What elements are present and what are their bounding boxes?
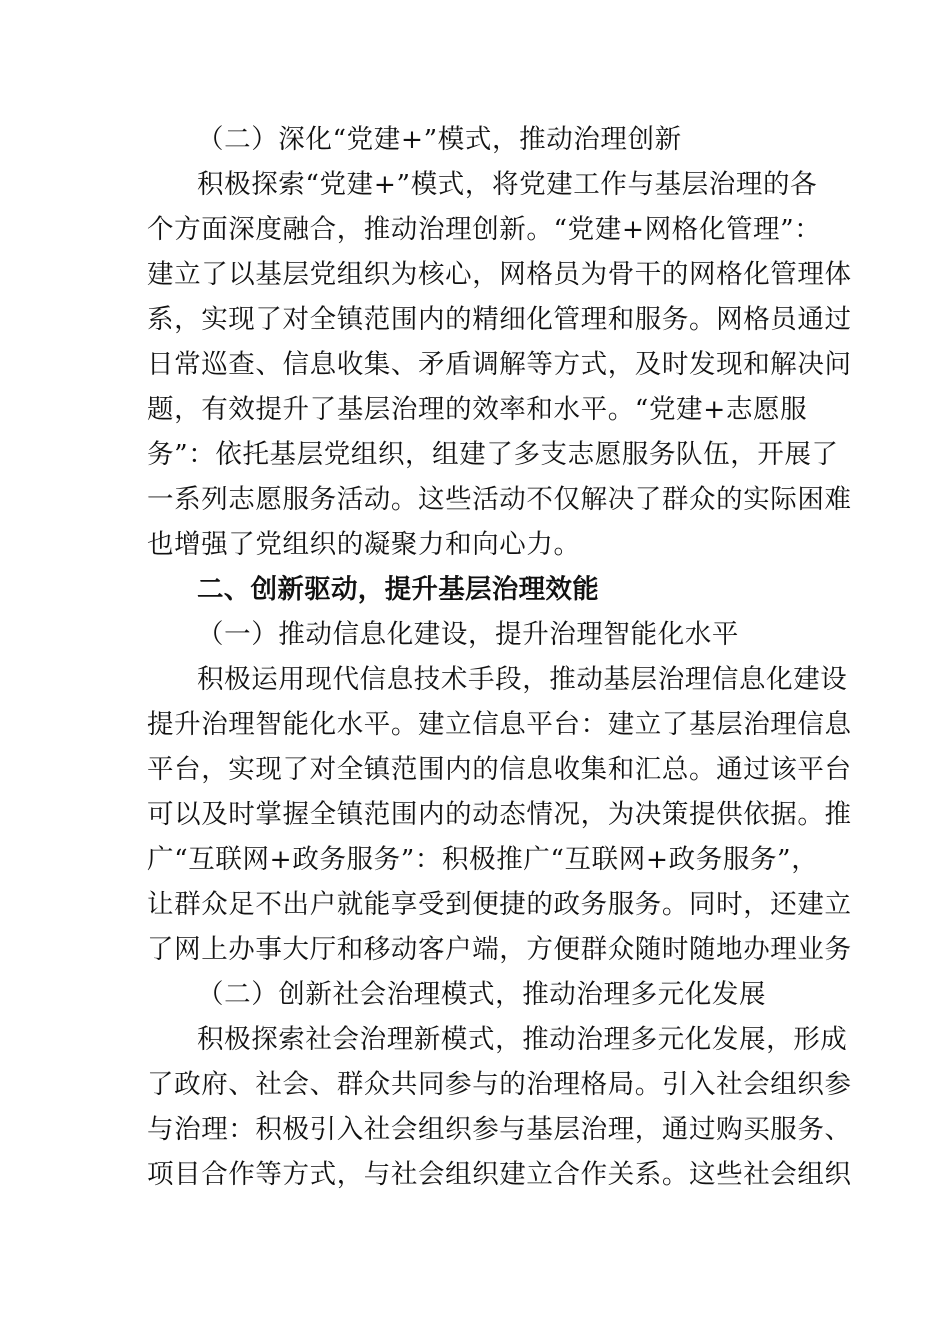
- paragraph-line: 一系列志愿服务活动。这些活动不仅解决了群众的实际困难: [147, 484, 852, 515]
- paragraph-line: 积极运用现代信息技术手段，推动基层治理信息化建设: [197, 664, 848, 695]
- paragraph-line: 也增强了党组织的凝聚力和向心力。: [147, 529, 581, 560]
- paragraph-line: 了政府、社会、群众共同参与的治理格局。引入社会组织参: [147, 1069, 852, 1100]
- paragraph-line: 题，有效提升了基层治理的效率和水平。“党建+志愿服: [147, 394, 808, 425]
- paragraph-line: 建立了以基层党组织为核心，网格员为骨干的网格化管理体: [147, 259, 852, 290]
- paragraph-line: 日常巡查、信息收集、矛盾调解等方式，及时发现和解决问: [147, 349, 852, 380]
- section-heading: 二、创新驱动，提升基层治理效能: [197, 574, 599, 605]
- paragraph-line: 提升治理智能化水平。建立信息平台：建立了基层治理信息: [147, 709, 852, 740]
- paragraph-line: 可以及时掌握全镇范围内的动态情况，为决策提供依据。推: [147, 799, 852, 830]
- paragraph-line: 务”：依托基层党组织，组建了多支志愿服务队伍，开展了: [147, 439, 839, 470]
- paragraph-line: 系，实现了对全镇范围内的精细化管理和服务。网格员通过: [147, 304, 852, 335]
- section-subheading: （二）深化“党建+”模式，推动治理创新: [197, 124, 682, 155]
- paragraph-line: 与治理：积极引入社会组织参与基层治理，通过购买服务、: [147, 1114, 852, 1145]
- paragraph-line: 了网上办事大厅和移动客户端，方便群众随时随地办理业务: [147, 934, 852, 965]
- paragraph-line: 平台，实现了对全镇范围内的信息收集和汇总。通过该平台: [147, 754, 852, 785]
- paragraph-line: 积极探索社会治理新模式，推动治理多元化发展，形成: [197, 1024, 848, 1055]
- paragraph-line: 积极探索“党建+”模式，将党建工作与基层治理的各: [197, 169, 818, 200]
- paragraph-line: 项目合作等方式，与社会组织建立合作关系。这些社会组织: [147, 1159, 852, 1190]
- section-subheading: （一）推动信息化建设，提升治理智能化水平: [197, 619, 739, 650]
- paragraph-line: 让群众足不出户就能享受到便捷的政务服务。同时，还建立: [147, 889, 852, 920]
- paragraph-line: 广“互联网+政务服务”：积极推广“互联网+政务服务”，: [147, 844, 819, 875]
- section-subheading: （二）创新社会治理模式，推动治理多元化发展: [197, 979, 767, 1010]
- paragraph-line: 个方面深度融合，推动治理创新。“党建+网格化管理”：: [147, 214, 822, 245]
